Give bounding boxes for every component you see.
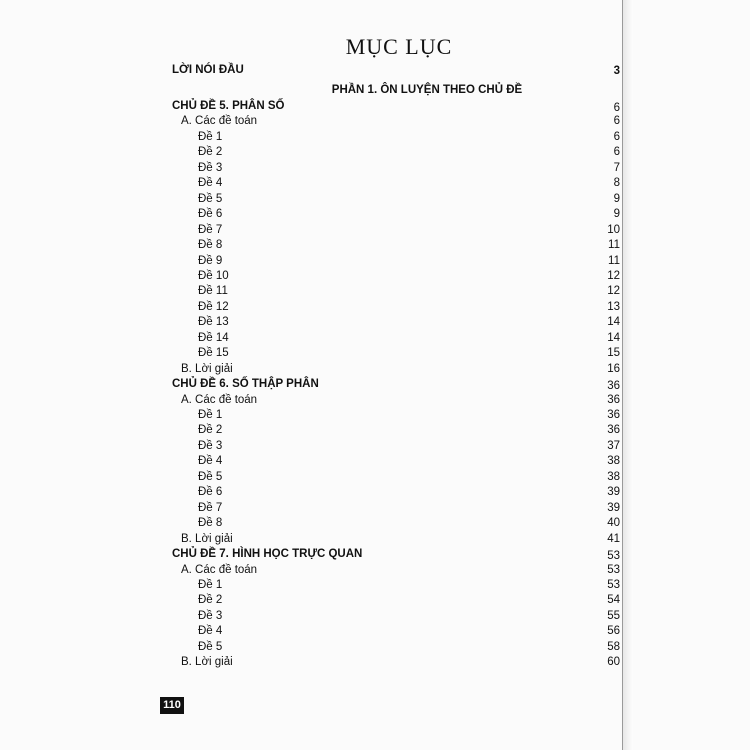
- toc-entry-page: 36: [607, 409, 620, 421]
- toc-entry-page: 6: [613, 115, 620, 128]
- toc-entry-label: Đề 6: [198, 486, 223, 499]
- toc-entry-label: Đề 3: [198, 609, 223, 622]
- page-number: 110: [160, 697, 184, 714]
- toc-entry-page: 12: [607, 269, 620, 282]
- toc-entry-page: 53: [607, 550, 620, 563]
- toc-entry-label: Đề 8: [198, 517, 223, 530]
- toc-entry-page: 39: [607, 486, 620, 499]
- toc-entry-label: Đề 1: [198, 130, 223, 143]
- toc-entry-label: Đề 4: [198, 455, 223, 468]
- toc-entry-page: 9: [613, 192, 620, 205]
- toc-entry-page: 55: [607, 609, 620, 622]
- toc-entry-page: 53: [607, 578, 620, 591]
- toc-entry-label: Đề 13: [198, 316, 229, 329]
- toc-entry-page: 39: [607, 501, 620, 514]
- toc-entry-label: Đề 9: [198, 254, 223, 267]
- toc-entry-page: 54: [607, 594, 620, 607]
- toc-entry-page: 10: [607, 223, 620, 236]
- toc-entry-label: A. Các đề toán: [181, 115, 258, 128]
- toc-title: MỤC LỤC: [345, 34, 453, 59]
- page-edge: [622, 0, 633, 750]
- toc-entry-label: Đề 4: [198, 177, 223, 190]
- part-heading: PHẦN 1. ÔN LUYỆN THEO CHỦ ĐỀ: [331, 84, 523, 96]
- toc-entry-page: 36: [607, 393, 620, 406]
- toc-entry-label: Đề 8: [198, 239, 223, 252]
- toc-entry-page: 38: [607, 455, 620, 468]
- toc-entry-label: CHỦ ĐỀ 7. HÌNH HỌC TRỰC QUAN: [172, 548, 363, 561]
- toc-entry-label: B. Lời giải: [181, 656, 233, 669]
- toc-entry-label: Đề 11: [198, 285, 228, 298]
- toc-entry-label: Đề 12: [198, 300, 229, 313]
- toc-entry-label: Đề 10: [198, 269, 229, 282]
- toc-entry-label: Đề 5: [198, 640, 223, 653]
- toc-entry-page: 41: [607, 532, 620, 545]
- toc-entry-page: 38: [607, 470, 620, 483]
- toc-entry-page: 40: [607, 517, 620, 530]
- toc-entry-page: 14: [607, 331, 620, 344]
- toc-entry-label: Đề 5: [198, 192, 223, 205]
- toc-entry-label: CHỦ ĐỀ 5. PHÂN SỐ: [172, 100, 285, 112]
- toc-entry-page: 58: [607, 640, 620, 653]
- toc-entry-page: 6: [613, 102, 620, 114]
- toc-entry-label: Đề 7: [198, 501, 223, 514]
- toc-entry-label: Đề 6: [198, 208, 223, 221]
- toc-entry-label: Đề 5: [198, 470, 223, 483]
- toc-entry-page: 13: [607, 300, 620, 313]
- toc-entry-page: 8: [613, 177, 620, 190]
- toc-entry-label: B. Lời giải: [181, 532, 233, 545]
- toc-entry-page: 11: [608, 254, 620, 267]
- toc-entry-page: 37: [607, 439, 620, 452]
- toc-entry-label: Đề 14: [198, 331, 229, 344]
- toc-entry-label: B. Lời giải: [181, 362, 233, 375]
- toc-entry-label: Đề 15: [198, 347, 229, 360]
- toc-entry-label: Đề 2: [198, 146, 223, 159]
- toc-entry-label: Đề 4: [198, 625, 223, 638]
- toc-entry-page: 53: [607, 563, 620, 576]
- toc-entry-label: Đề 1: [198, 409, 223, 421]
- toc-entry-page: 16: [607, 362, 620, 375]
- toc-entry-page: 14: [607, 316, 620, 329]
- toc-entry-label: Đề 3: [198, 439, 223, 452]
- toc-entry-page: 11: [608, 239, 620, 252]
- toc-entry-label: Đề 1: [198, 578, 223, 591]
- toc-entry-page: 60: [607, 656, 620, 669]
- toc-entry-page: 7: [613, 161, 620, 174]
- toc-entry-label: A. Các đề toán: [181, 563, 258, 576]
- toc-entry-page: 6: [613, 146, 620, 159]
- toc-preface-label: LỜI NÓI ĐẦU: [172, 64, 244, 76]
- toc-entry-label: Đề 2: [198, 424, 223, 437]
- toc-entry-label: Đề 3: [198, 161, 223, 174]
- toc-entry-page: 9: [613, 208, 620, 221]
- toc-entry-page: 36: [607, 380, 620, 393]
- toc-entry-page: 56: [607, 625, 620, 638]
- toc-entry-page: 6: [613, 130, 620, 143]
- toc-entry-label: Đề 2: [198, 594, 223, 607]
- toc-entry-page: 36: [607, 424, 620, 437]
- toc-entry-page: 12: [607, 285, 620, 298]
- toc-entry-label: CHỦ ĐỀ 6. SỐ THẬP PHÂN: [172, 378, 319, 391]
- toc-entry-label: Đề 7: [198, 223, 223, 236]
- toc-entry-label: A. Các đề toán: [181, 393, 258, 406]
- toc-preface-page: 3: [613, 65, 620, 77]
- toc-entry-page: 15: [607, 347, 620, 360]
